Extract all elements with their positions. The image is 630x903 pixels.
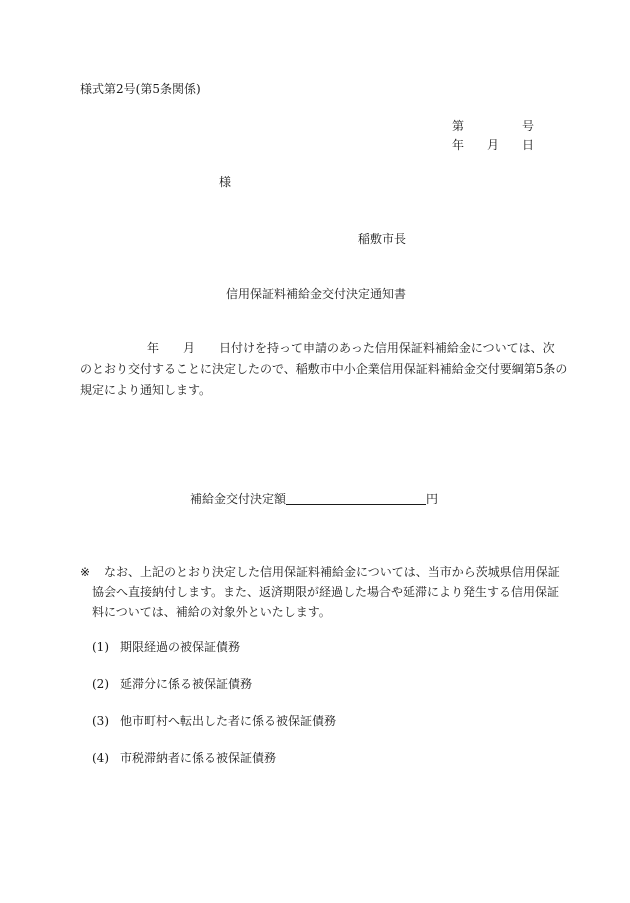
list-item: [92, 715, 336, 727]
amount-label: 補給金交付決定額: [190, 492, 287, 506]
list-item-number: (3): [92, 714, 109, 728]
body-year: 年: [147, 341, 160, 355]
amount-unit: 円: [426, 492, 439, 506]
body-line2: のとおり交付することに決定したので、稲敷市中小企業信用保証料補給金交付要綱第5条の: [80, 362, 568, 376]
amount-row: [190, 491, 438, 505]
form-number: 様式第2号(第5条関係): [80, 82, 201, 96]
note-line2: 協会へ直接納付します。また、返済期限が経過した場合や延滞により発生する信用保証: [92, 585, 560, 599]
list-item: [92, 641, 240, 653]
doc-number-go: 号: [522, 119, 535, 133]
note-line3: 料については、補給の対象外といたします。: [92, 605, 331, 619]
note-mark: ※: [80, 565, 91, 579]
list-item-text: 他市町村へ転出した者に係る被保証債務: [120, 714, 337, 728]
list-item-number: (4): [92, 751, 109, 765]
list-item-text: 延滞分に係る被保証債務: [120, 677, 253, 691]
list-item: [92, 752, 276, 764]
list-item-number: (1): [92, 640, 109, 654]
note-line1: なお、上記のとおり決定した信用保証料補給金については、当市から茨城県信用保証: [104, 565, 560, 579]
doc-number-dai: 第: [452, 119, 465, 133]
addressee-suffix: 様: [219, 175, 232, 189]
body-line3: 規定により通知します。: [80, 383, 212, 397]
date-month: 月: [487, 138, 500, 152]
body-month: 月: [183, 341, 196, 355]
list-item-text: 市税滞納者に係る被保証債務: [120, 751, 277, 765]
body-line1: 日付けを持って申請のあった信用保証料補給金については、次: [219, 341, 555, 355]
list-item: [92, 678, 252, 690]
list-item-text: 期限経過の被保証債務: [120, 640, 241, 654]
date-year: 年: [452, 138, 465, 152]
list-item-number: (2): [92, 677, 109, 691]
document-title: 信用保証料補給金交付決定通知書: [226, 287, 407, 301]
issuer: 稲敷市長: [358, 232, 407, 246]
date-day: 日: [522, 138, 535, 152]
amount-blank: [286, 491, 426, 505]
